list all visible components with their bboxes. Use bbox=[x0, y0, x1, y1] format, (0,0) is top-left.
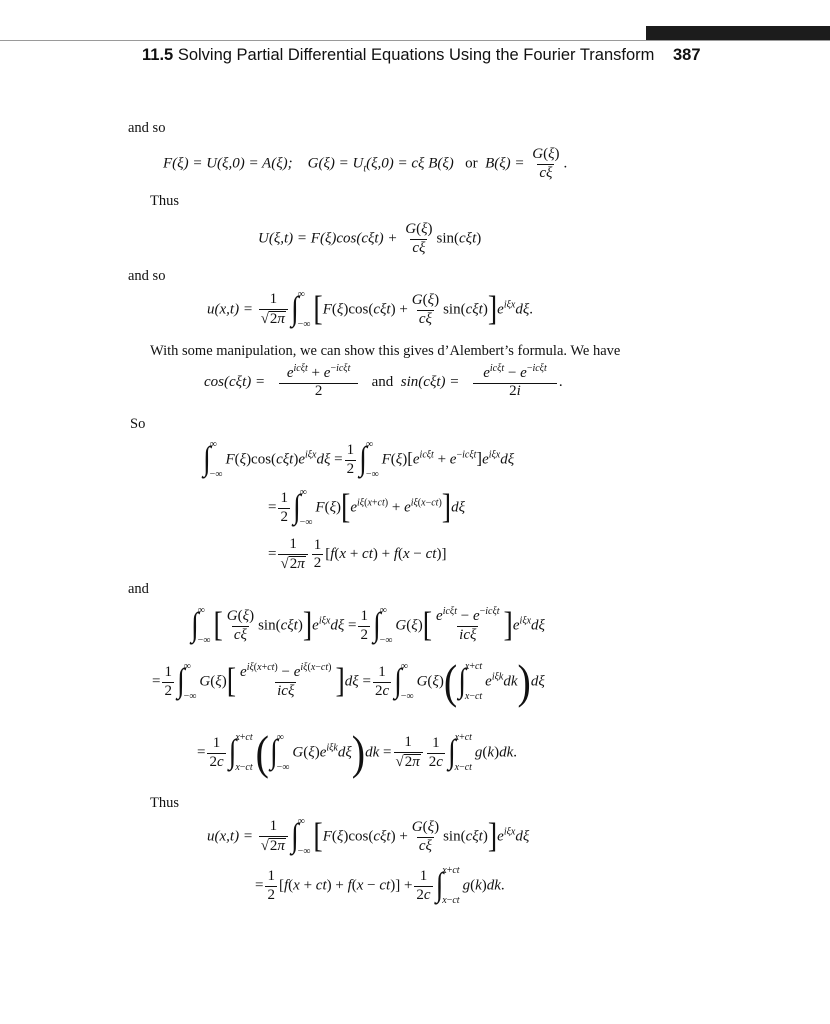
eq1-part-b: G(ξ) = U bbox=[307, 155, 364, 172]
equation-sin-integral-3: = $\frac{1}{2c}$ ∫ x+ct x−ct (∫ ∞ −∞ $G(\xi)e^{i\xi k}d\xi)dk$ = 1 √ 2π $\frac{1}{2c}$ ∫ x+ct x−ct g(k)dk. bbox=[197, 725, 518, 780]
text-thus-2: Thus bbox=[150, 795, 179, 811]
fraction: $\frac{G(\xi)}{c\xi}$ bbox=[411, 291, 440, 327]
page-number: 387 bbox=[673, 46, 701, 64]
section-title: Solving Partial Differential Equations Using the Fourier Transform bbox=[177, 46, 655, 64]
section-number: 11.5 bbox=[142, 46, 174, 64]
equation-cos-integral-3: = 1 √ 2π $\frac{1}{2}$ [f(x + ct) + f(x − ct)] bbox=[268, 536, 447, 572]
text-and: and bbox=[128, 581, 149, 597]
fraction: 1 √ 2π bbox=[259, 292, 288, 328]
header-rule bbox=[0, 40, 830, 41]
eq1-sub: t bbox=[363, 163, 367, 175]
text-so: So bbox=[130, 416, 146, 432]
text-with-some-manipulation: With some manipulation, we can show this gives d’Alembert’s formula. We have bbox=[150, 343, 621, 359]
fraction: $\frac{G(\xi)}{c\xi}$ bbox=[405, 221, 433, 256]
equation-sin-integral-1: ∫ ∞ −∞ [ $\frac{G(\xi)}{c\xi}$ $\sin(c\xi t)]e^{i\xi x}d\xi$ = $\frac{1}{2}$ ∫ ∞ −∞ G(ξ)[ $\frac{e^{ic\xi t} - e^{-ic\xi t}}{\text{icξ}}$ ]$e^{i\xi x}d\xi$ bbox=[191, 605, 545, 646]
equation-U-solution: U(ξ,t) = F(ξ)cos(cξt) + $\frac{G(\xi)}{c\xi}$ sin(cξt) bbox=[258, 221, 482, 256]
final-lhs: u(x,t) = bbox=[207, 828, 253, 845]
integral-sign: ∫ bbox=[290, 290, 299, 328]
fraction: $\frac{e^{ic\xi t} + e^{-ic\xi t}}{2}$ bbox=[279, 366, 359, 400]
sin-lhs: sin(cξt) = bbox=[400, 374, 460, 391]
header-bar bbox=[646, 26, 830, 40]
text-and-so-1: and so bbox=[128, 120, 166, 136]
text-and-so-2: and so bbox=[128, 268, 166, 284]
equation-cos-integral-2: = $\frac{1}{2}$ ∫ ∞ −∞ $F(\xi)[e^{i\xi(x+ct)} + e^{i\xi(x-ct)}]d\xi$ bbox=[268, 487, 466, 528]
eq2-lhs: U(ξ,t) = F(ξ)cos(cξt) + bbox=[258, 230, 398, 247]
equation-dalembert-2: = $\frac{1}{2}$ [f(x + ct) + f(x − ct)] + $\frac{1}{2c}$ ∫ x+ct x−ct g(k)dk. bbox=[255, 865, 505, 906]
equation-euler-identities: cos(cξt) = $\frac{e^{ic\xi t} + e^{-ic\xi t}}{2}$ and sin(cξt) = $\frac{e^{ic\xi t} - e^{-ic\xi t}}{2i}$ . bbox=[204, 363, 563, 399]
eq1-part-c: (ξ,0) = cξ B(ξ) bbox=[366, 155, 454, 172]
cos-lhs: cos(cξt) = bbox=[204, 374, 266, 391]
eq3-lhs: u(x,t) = bbox=[207, 301, 253, 318]
equation-sin-integral-2: = $\frac{1}{2}$ ∫ ∞ −∞ G(ξ)[ $\frac{e^{i\xi(x+ct)} - e^{i\xi(x-ct)}}{\text{icξ}}$ ]dξ = $\frac{1}{2c}$ ∫ ∞ −∞ G(ξ)(∫ x+ct x−ct $e^{i\xi k}dk)d\xi$ bbox=[152, 654, 545, 709]
equation-cos-integral-1: ∫ ∞ −∞ $F(\xi)\cos(c\xi t)e^{i\xi x}d\xi$ = $\frac{1}{2}$ ∫ ∞ −∞ $F(\xi)[e^{ic\xi t} + e^{-ic\xi t}]e^{i\xi x}d\xi$ bbox=[203, 439, 515, 480]
text-and-between: and bbox=[371, 374, 394, 391]
running-header bbox=[142, 46, 654, 65]
eq1-or: or bbox=[465, 155, 478, 172]
equation-dalembert-1: u(x,t) = 1 √ 2π ∫ ∞ −∞ [F(ξ)cos(cξt) + $\frac{G(\xi)}{c\xi}$ $\sin(c\xi t)]e^{i\xi x}d\xi$ bbox=[207, 816, 530, 857]
fraction: $\frac{G(\xi)}{c\xi}$ bbox=[532, 146, 560, 181]
equation-initial-conditions: F(ξ) = U(ξ,0) = A(ξ); $G(\xi) = U_t(\xi,0) = c\xi$ B(ξ) or B(ξ) = $\frac{G(\xi)}{c\xi}$ . bbox=[163, 146, 568, 181]
fraction: $\frac{e^{ic\xi t} - e^{-ic\xi t}}{2i}$ bbox=[473, 366, 557, 400]
eq1-part-d: B(ξ) = bbox=[485, 155, 525, 172]
eq1-part-a: F(ξ) = U(ξ,0) = A(ξ); bbox=[163, 155, 293, 172]
equation-inverse-transform: u(x,t) = 1 √ 2π ∫ ∞ −∞ [F(ξ)cos(cξt) + $\frac{G(\xi)}{c\xi}$ $\sin(c\xi t)]e^{i\xi x}d\xi$. bbox=[207, 289, 534, 330]
text-thus-1: Thus bbox=[150, 193, 179, 209]
